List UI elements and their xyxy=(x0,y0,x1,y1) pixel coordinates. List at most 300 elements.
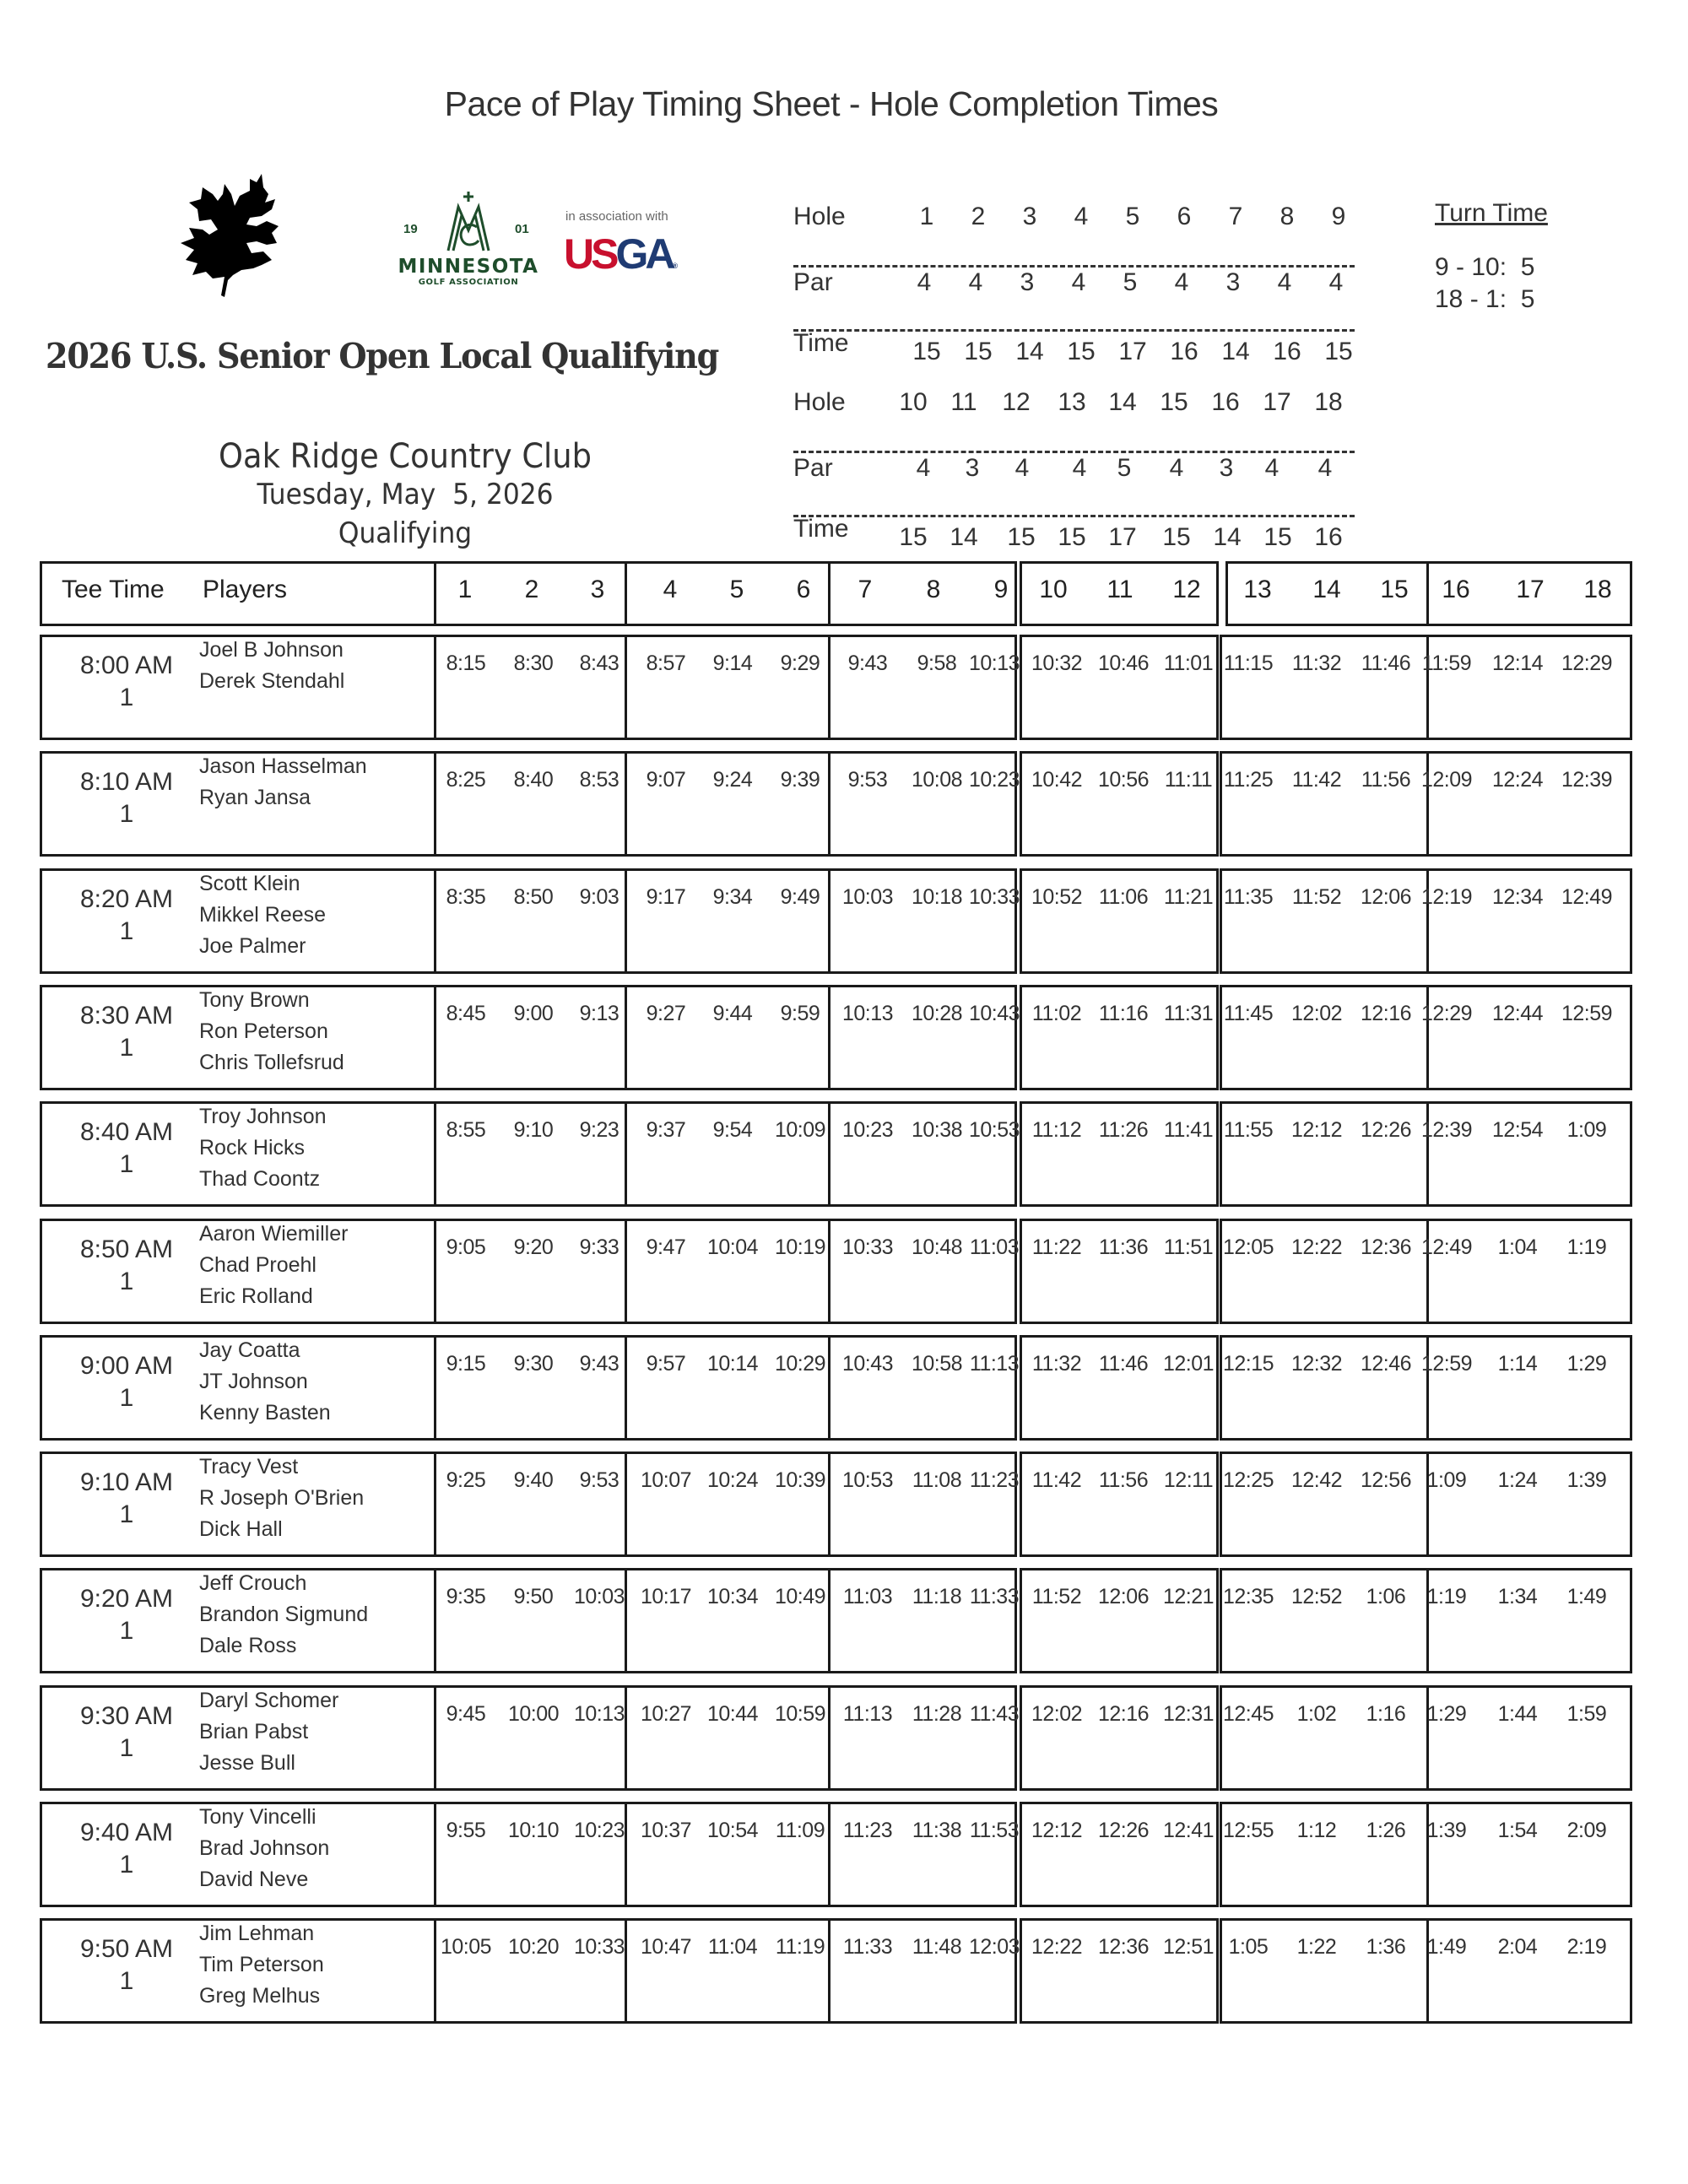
row-hole-group-cell xyxy=(1020,751,1219,857)
row-hole-group-cell xyxy=(1220,635,1429,740)
player-name: Troy Johnson xyxy=(199,1105,327,1129)
hole-completion-time: 9:13 xyxy=(579,1001,619,1025)
par-value: 4 xyxy=(1264,454,1280,482)
tee-time-header: Tee Time xyxy=(62,576,165,603)
row-hole-group-cell xyxy=(1020,1918,1219,2024)
hole-completion-time: 1:24 xyxy=(1497,1468,1538,1493)
row-hole-group-cell xyxy=(1426,1802,1632,1907)
hole-completion-time: 1:29 xyxy=(1426,1701,1467,1726)
hole-header-5: 5 xyxy=(729,576,744,603)
usga-ga: GA xyxy=(615,230,673,278)
time-value: 15 xyxy=(1263,523,1292,551)
row-hole-group-cell xyxy=(1426,635,1632,740)
player-name: Tony Vincelli xyxy=(199,1805,316,1829)
hole-completion-time: 9:29 xyxy=(780,651,820,675)
row-hole-group-cell xyxy=(625,1918,830,2024)
time-values xyxy=(793,523,1367,557)
row-hole-group-cell xyxy=(828,1685,1017,1791)
mga-logo xyxy=(397,190,540,287)
player-name: Brian Pabst xyxy=(199,1719,309,1743)
hole-completion-time: 11:46 xyxy=(1098,1351,1149,1376)
hole-completion-time: 9:34 xyxy=(712,884,753,909)
hole-completion-time: 9:47 xyxy=(646,1235,686,1259)
player-name: Kenny Basten xyxy=(199,1400,331,1424)
turn-time-front: 9 - 10: 5 xyxy=(1435,253,1535,281)
hole-number: 17 xyxy=(1263,388,1291,416)
hole-completion-time: 11:08 xyxy=(912,1468,962,1493)
hole-completion-time: 12:32 xyxy=(1290,1351,1343,1376)
tee-time: 9:00 AM xyxy=(79,1351,174,1380)
starting-hole: 1 xyxy=(119,1383,134,1412)
hole-number: 15 xyxy=(1160,388,1188,416)
hole-completion-time: 10:10 xyxy=(507,1819,560,1842)
time-value: 15 xyxy=(1324,338,1353,365)
hole-completion-time: 10:54 xyxy=(706,1819,759,1842)
hole-completion-time: 9:44 xyxy=(712,1001,753,1025)
hole-completion-time: 9:25 xyxy=(446,1468,486,1493)
tee-time: 9:20 AM xyxy=(79,1585,174,1614)
hole-completion-time: 11:16 xyxy=(1098,1001,1149,1025)
hole-completion-time: 9:17 xyxy=(646,884,686,909)
hole-completion-time: 12:26 xyxy=(1360,1118,1412,1143)
player-name: Jay Coatta xyxy=(199,1338,300,1362)
tee-time: 9:50 AM xyxy=(79,1935,174,1964)
hole-completion-time: 12:45 xyxy=(1222,1701,1274,1726)
row-hole-group-cell xyxy=(625,1451,830,1557)
hole-number: 5 xyxy=(1125,203,1140,230)
player-name: Brad Johnson xyxy=(199,1836,330,1860)
hole-completion-time: 10:13 xyxy=(573,1701,625,1726)
hole-completion-time: 11:25 xyxy=(1223,768,1274,792)
sheet-title: Pace of Play Timing Sheet - Hole Completion Times xyxy=(444,84,1219,123)
row-hole-group-cell xyxy=(828,985,1017,1090)
player-name: Tracy Vest xyxy=(199,1455,299,1479)
hole-completion-time: 12:39 xyxy=(1420,1118,1473,1143)
round-label: Qualifying xyxy=(338,516,473,550)
player-name: Thad Coontz xyxy=(199,1167,321,1192)
hole-completion-time: 10:28 xyxy=(911,1001,963,1025)
hole-label: Hole xyxy=(793,203,846,230)
hole-completion-time: 12:02 xyxy=(1031,1701,1083,1726)
row-hole-group-cell xyxy=(1220,751,1429,857)
hole-completion-time: 11:32 xyxy=(1291,651,1342,675)
hole-completion-time: 1:29 xyxy=(1566,1351,1607,1376)
tee-time: 8:50 AM xyxy=(79,1235,174,1263)
hole-completion-time: 9:35 xyxy=(446,1585,486,1609)
hole-completion-time: 8:15 xyxy=(446,651,486,675)
hole-completion-time: 9:20 xyxy=(513,1235,554,1259)
hole-header-12: 12 xyxy=(1172,576,1201,603)
player-name: Jason Hasselman xyxy=(199,754,367,779)
row-hole-group-cell xyxy=(434,985,627,1090)
hole-completion-time: 11:01 xyxy=(1163,651,1214,675)
hole-completion-time: 12:39 xyxy=(1561,768,1613,792)
hole-completion-time: 11:26 xyxy=(1098,1118,1149,1143)
tee-time: 8:30 AM xyxy=(79,1001,174,1030)
hole-completion-time: 11:19 xyxy=(775,1935,825,1960)
hole-completion-time: 9:54 xyxy=(712,1118,753,1143)
hole-completion-time: 12:25 xyxy=(1222,1468,1274,1493)
hole-completion-time: 11:45 xyxy=(1223,1001,1274,1025)
hole-completion-time: 1:19 xyxy=(1566,1235,1607,1259)
hole-completion-time: 9:53 xyxy=(579,1468,619,1493)
hole-completion-time: 10:59 xyxy=(774,1701,826,1726)
hole-header-13: 13 xyxy=(1243,576,1272,603)
row-hole-group-cell xyxy=(434,868,627,974)
hole-completion-time: 1:14 xyxy=(1497,1351,1538,1376)
hole-number: 9 xyxy=(1331,203,1346,230)
tee-time: 9:40 AM xyxy=(79,1819,174,1846)
hole-completion-time: 10:53 xyxy=(968,1118,1020,1143)
hole-header-6: 6 xyxy=(796,576,811,603)
row-hole-group-cell xyxy=(1020,1451,1219,1557)
hole-completion-time: 8:57 xyxy=(646,651,686,675)
hole-completion-time: 10:43 xyxy=(968,1001,1020,1025)
starting-hole: 1 xyxy=(119,1733,134,1762)
starting-hole: 1 xyxy=(119,916,134,945)
hole-completion-time: 9:50 xyxy=(513,1585,554,1609)
time-value: 15 xyxy=(1162,523,1191,551)
row-hole-group-cell xyxy=(828,751,1017,857)
hole-completion-time: 8:25 xyxy=(446,768,486,792)
player-name: Eric Rolland xyxy=(199,1284,313,1308)
hole-completion-time: 10:23 xyxy=(968,768,1020,792)
hole-completion-time: 11:48 xyxy=(912,1935,962,1960)
tee-time: 8:40 AM xyxy=(79,1118,174,1147)
hole-completion-time: 10:39 xyxy=(774,1468,826,1493)
hole-completion-time: 12:02 xyxy=(1290,1001,1343,1025)
player-name: JT Johnson xyxy=(199,1369,308,1393)
starting-hole: 1 xyxy=(119,684,134,711)
par-value: 5 xyxy=(1117,454,1132,482)
hole-completion-time: 12:56 xyxy=(1360,1468,1412,1493)
hole-completion-time: 12:59 xyxy=(1420,1351,1473,1376)
row-hole-group-cell xyxy=(434,1685,627,1791)
hole-completion-time: 12:44 xyxy=(1491,1001,1544,1025)
hole-number: 11 xyxy=(950,388,977,416)
hole-completion-time: 10:20 xyxy=(507,1935,560,1960)
hole-completion-time: 12:36 xyxy=(1360,1235,1412,1259)
player-name: R Joseph O'Brien xyxy=(199,1486,365,1511)
hole-number: 2 xyxy=(971,203,986,230)
hole-completion-time: 10:27 xyxy=(640,1701,692,1726)
hole-completion-time: 9:23 xyxy=(579,1118,619,1143)
time-value: 16 xyxy=(1170,338,1198,365)
hole-completion-time: 9:45 xyxy=(446,1701,486,1726)
venue-name: Oak Ridge Country Club xyxy=(219,437,592,476)
tee-time: 8:10 AM xyxy=(79,768,174,797)
time-value: 15 xyxy=(964,338,993,365)
hole-completion-time: 10:46 xyxy=(1097,651,1150,675)
event-date: Tuesday, May 5, 2026 xyxy=(257,478,554,511)
hole-completion-time: 12:16 xyxy=(1360,1001,1412,1025)
hole-row xyxy=(793,203,1367,236)
hole-completion-time: 8:43 xyxy=(579,651,619,675)
hole-completion-time: 9:37 xyxy=(646,1118,686,1143)
player-name: Daryl Schomer xyxy=(199,1688,339,1712)
hole-header-4: 4 xyxy=(663,576,678,603)
hole-completion-time: 11:42 xyxy=(1031,1468,1082,1493)
hole-completion-time: 1:49 xyxy=(1566,1585,1607,1609)
starting-hole: 1 xyxy=(119,1150,134,1179)
row-hole-group-cell xyxy=(434,1568,627,1673)
hole-completion-time: 2:04 xyxy=(1497,1935,1538,1960)
hole-completion-time: 12:12 xyxy=(1290,1118,1343,1143)
row-hole-group-cell xyxy=(1020,1685,1219,1791)
hole-completion-time: 8:53 xyxy=(579,768,619,792)
hole-completion-time: 9:10 xyxy=(513,1118,554,1143)
par-label: Par xyxy=(793,454,833,482)
par-value: 4 xyxy=(1174,268,1189,296)
time-values xyxy=(793,338,1367,371)
time-value: 14 xyxy=(1213,523,1242,551)
hole-completion-time: 12:55 xyxy=(1222,1819,1274,1842)
starting-hole: 1 xyxy=(119,800,134,829)
hole-number: 8 xyxy=(1280,203,1295,230)
hole-completion-time: 12:29 xyxy=(1561,651,1613,675)
hole-completion-time: 11:06 xyxy=(1098,884,1149,909)
hole-completion-time: 10:18 xyxy=(911,884,963,909)
hole-completion-time: 11:38 xyxy=(912,1819,962,1842)
hole-completion-time: 11:11 xyxy=(1164,768,1213,792)
hole-completion-time: 1:05 xyxy=(1228,1935,1269,1960)
hole-header-18: 18 xyxy=(1583,576,1612,603)
player-name: Scott Klein xyxy=(199,871,300,895)
time-label: Time xyxy=(793,329,849,357)
hole-completion-time: 12:11 xyxy=(1163,1468,1214,1493)
hole-completion-time: 9:57 xyxy=(646,1351,686,1376)
hole-completion-time: 10:07 xyxy=(640,1468,692,1493)
row-hole-group-cell xyxy=(625,1335,830,1441)
row-hole-group-cell xyxy=(1220,1918,1429,2024)
hole-completion-time: 10:33 xyxy=(968,884,1020,909)
back-nine-info xyxy=(793,388,1367,551)
hole-label: Hole xyxy=(793,388,846,416)
hole-completion-time: 1:06 xyxy=(1366,1585,1406,1609)
mga-year-right: 01 xyxy=(515,222,529,236)
row-hole-group-cell xyxy=(625,1568,830,1673)
row-hole-group-cell xyxy=(1426,1568,1632,1673)
dashed-divider xyxy=(793,265,1355,268)
mga-year-left: 19 xyxy=(403,222,418,236)
hole-completion-time: 1:54 xyxy=(1497,1819,1538,1842)
hole-completion-time: 1:36 xyxy=(1366,1935,1406,1960)
hole-number: 18 xyxy=(1314,388,1343,416)
hole-completion-time: 10:13 xyxy=(968,651,1020,675)
hole-completion-time: 12:19 xyxy=(1420,884,1473,909)
hole-completion-time: 12:46 xyxy=(1360,1351,1412,1376)
hole-completion-time: 1:59 xyxy=(1566,1701,1607,1726)
hole-completion-time: 9:24 xyxy=(712,768,753,792)
row-hole-group-cell xyxy=(625,1802,830,1907)
player-name: Joe Palmer xyxy=(199,933,306,958)
par-value: 3 xyxy=(1020,268,1035,296)
player-name: Jesse Bull xyxy=(199,1750,295,1775)
player-name: Tony Brown xyxy=(199,987,310,1012)
hole-completion-time: 11:02 xyxy=(1031,1001,1082,1025)
starting-hole: 1 xyxy=(119,1967,134,1996)
hole-number: 10 xyxy=(899,388,928,416)
hole-completion-time: 12:01 xyxy=(1162,1351,1215,1376)
hole-completion-time: 9:03 xyxy=(579,884,619,909)
hole-header-1: 1 xyxy=(457,576,473,603)
hole-completion-time: 10:13 xyxy=(841,1001,894,1025)
par-value: 4 xyxy=(1014,454,1030,482)
hole-completion-time: 10:56 xyxy=(1097,768,1150,792)
hole-completion-time: 11:21 xyxy=(1163,884,1214,909)
hole-number: 1 xyxy=(919,203,934,230)
hole-completion-time: 12:54 xyxy=(1491,1118,1544,1143)
hole-header-9: 9 xyxy=(993,576,1009,603)
hole-completion-time: 12:49 xyxy=(1561,884,1613,909)
hole-completion-time: 9:53 xyxy=(847,768,888,792)
hole-completion-time: 11:32 xyxy=(1031,1351,1082,1376)
hole-completion-time: 2:09 xyxy=(1566,1819,1607,1842)
hole-completion-time: 11:46 xyxy=(1361,651,1411,675)
row-hole-group-cell xyxy=(1426,751,1632,857)
player-name: Dick Hall xyxy=(199,1517,283,1542)
hole-completion-time: 12:06 xyxy=(1360,884,1412,909)
hole-completion-time: 9:40 xyxy=(513,1468,554,1493)
par-value: 3 xyxy=(965,454,980,482)
row-hole-group-cell xyxy=(1020,1219,1219,1324)
hole-completion-time: 10:43 xyxy=(841,1351,894,1376)
row-hole-group-cell xyxy=(434,1219,627,1324)
hole-completion-time: 12:52 xyxy=(1290,1585,1343,1609)
hole-completion-time: 9:59 xyxy=(780,1001,820,1025)
hole-completion-time: 12:15 xyxy=(1222,1351,1274,1376)
turn-time-back: 18 - 1: 5 xyxy=(1435,285,1535,313)
hole-completion-time: 12:41 xyxy=(1162,1819,1215,1842)
par-value: 5 xyxy=(1123,268,1138,296)
hole-completion-time: 11:56 xyxy=(1361,768,1411,792)
hole-completion-time: 10:09 xyxy=(774,1118,826,1143)
hole-completion-time: 10:38 xyxy=(911,1118,963,1143)
hole-completion-time: 12:16 xyxy=(1097,1701,1150,1726)
row-hole-group-cell xyxy=(1426,1335,1632,1441)
time-value: 15 xyxy=(1067,338,1096,365)
hole-completion-time: 11:52 xyxy=(1031,1585,1082,1609)
row-hole-group-cell xyxy=(1426,868,1632,974)
par-value: 4 xyxy=(1277,268,1292,296)
hole-completion-time: 10:29 xyxy=(774,1351,826,1376)
hole-completion-time: 12:05 xyxy=(1222,1235,1274,1259)
row-hole-group-cell xyxy=(828,1568,1017,1673)
row-hole-group-cell xyxy=(1220,1568,1429,1673)
hole-completion-time: 11:33 xyxy=(842,1935,893,1960)
hole-completion-time: 12:22 xyxy=(1290,1235,1343,1259)
hole-header-2: 2 xyxy=(524,576,539,603)
row-hole-group-cell xyxy=(1220,1451,1429,1557)
hole-completion-time: 8:30 xyxy=(513,651,554,675)
par-value: 4 xyxy=(968,268,983,296)
hole-completion-time: 10:00 xyxy=(507,1701,560,1726)
hole-completion-time: 12:06 xyxy=(1097,1585,1150,1609)
hole-completion-time: 11:03 xyxy=(842,1585,893,1609)
player-name: Greg Melhus xyxy=(199,1984,321,2008)
row-hole-group-cell xyxy=(1220,985,1429,1090)
usga-logo xyxy=(565,209,701,277)
oak-leaf-icon xyxy=(169,169,287,304)
hole-completion-time: 8:40 xyxy=(513,768,554,792)
time-value: 15 xyxy=(1058,523,1086,551)
par-value: 4 xyxy=(917,268,932,296)
hole-completion-time: 1:26 xyxy=(1366,1819,1406,1842)
row-hole-group-cell xyxy=(625,635,830,740)
hole-completion-time: 1:22 xyxy=(1296,1935,1337,1960)
hole-completion-time: 11:35 xyxy=(1223,884,1274,909)
player-name: Tim Peterson xyxy=(199,1953,324,1977)
hole-completion-time: 8:50 xyxy=(513,884,554,909)
starting-hole: 1 xyxy=(119,1617,134,1646)
row-hole-group-cell xyxy=(625,1101,830,1207)
hole-completion-time: 1:39 xyxy=(1426,1819,1467,1842)
hole-header-7: 7 xyxy=(858,576,873,603)
time-value: 14 xyxy=(1015,338,1044,365)
hole-completion-time: 9:15 xyxy=(446,1351,486,1376)
mga-name: MINNESOTA xyxy=(398,256,539,278)
hole-completion-time: 9:00 xyxy=(513,1001,554,1025)
hole-completion-time: 11:43 xyxy=(969,1701,1020,1726)
par-value: 4 xyxy=(916,454,931,482)
row-hole-group-cell xyxy=(1220,1685,1429,1791)
hole-completion-time: 12:12 xyxy=(1031,1819,1083,1842)
hole-completion-time: 1:39 xyxy=(1566,1468,1607,1493)
hole-completion-time: 12:51 xyxy=(1162,1935,1215,1960)
hole-completion-time: 10:47 xyxy=(640,1935,692,1960)
hole-completion-time: 9:14 xyxy=(712,651,753,675)
hole-completion-time: 12:42 xyxy=(1290,1468,1343,1493)
starting-hole: 1 xyxy=(119,1267,134,1295)
par-value: 4 xyxy=(1317,454,1333,482)
hole-completion-time: 12:26 xyxy=(1097,1819,1150,1842)
hole-completion-time: 9:55 xyxy=(446,1819,486,1842)
registered-mark: ® xyxy=(672,262,679,270)
hole-completion-time: 8:35 xyxy=(446,884,486,909)
front-nine-info xyxy=(793,203,1367,365)
hole-completion-time: 10:23 xyxy=(573,1819,625,1842)
hole-header-16: 16 xyxy=(1442,576,1470,603)
row-hole-group-cell xyxy=(1020,1802,1219,1907)
hole-header-14: 14 xyxy=(1312,576,1341,603)
hole-completion-time: 11:12 xyxy=(1031,1118,1082,1143)
time-value: 16 xyxy=(1273,338,1301,365)
player-name: Jim Lehman xyxy=(199,1922,315,1946)
row-hole-group-cell xyxy=(434,1918,627,2024)
hole-completion-time: 10:48 xyxy=(911,1235,963,1259)
hole-completion-time: 10:37 xyxy=(640,1819,692,1842)
time-value: 17 xyxy=(1108,523,1137,551)
player-name: Derek Stendahl xyxy=(199,669,345,693)
event-title: 2026 U.S. Senior Open Local Qualifying xyxy=(46,336,719,376)
row-hole-group-cell xyxy=(1020,1101,1219,1207)
par-value: 3 xyxy=(1219,454,1234,482)
row-hole-group-cell xyxy=(1426,1451,1632,1557)
hole-number: 13 xyxy=(1058,388,1086,416)
par-value: 4 xyxy=(1071,268,1086,296)
hole-completion-time: 9:49 xyxy=(780,884,820,909)
hole-completion-time: 10:42 xyxy=(1031,768,1083,792)
hole-completion-time: 11:09 xyxy=(775,1819,825,1842)
hole-completion-time: 11:33 xyxy=(969,1585,1020,1609)
starting-hole: 1 xyxy=(119,1500,134,1529)
hole-completion-time: 11:56 xyxy=(1098,1468,1149,1493)
hole-number: 6 xyxy=(1177,203,1192,230)
hole-completion-time: 12:36 xyxy=(1097,1935,1150,1960)
hole-header-3: 3 xyxy=(590,576,605,603)
hole-number: 12 xyxy=(1002,388,1031,416)
row-hole-group-cell xyxy=(1020,1335,1219,1441)
